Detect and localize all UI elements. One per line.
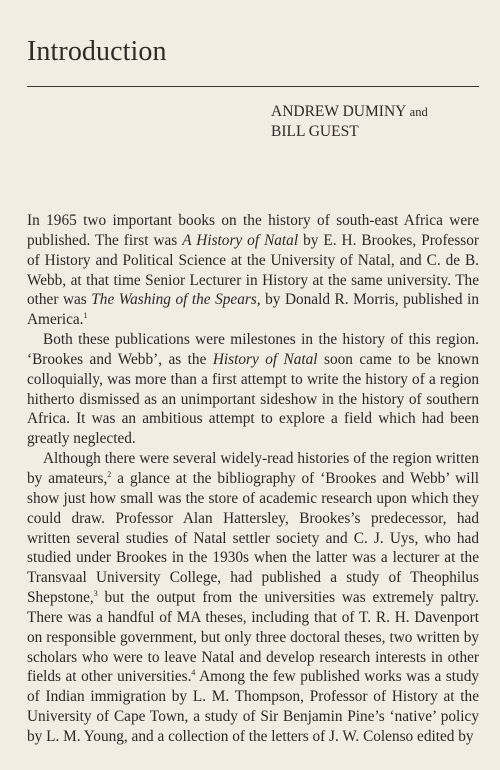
book-title-washing-of-the-spears: The Washing of the Spears (91, 291, 257, 309)
body-text (27, 211, 479, 747)
author-name-2: BILL GUEST (271, 123, 359, 140)
author-name-1: ANDREW DUMINY (271, 103, 406, 120)
paragraph-1-text-c: , by Donald R. Morris, published in America. (27, 291, 479, 329)
paragraph-3-text-a: Although there were several widely-read histories of the region written by amateurs, (27, 450, 479, 487)
paragraph-3-text-d: Among the few published works was a study of Indian immigration by L. M. Thompson, Professor of History at the University of Cape Town, a study of Sir Benjamin Pine’s ‘native’ policy by L. M. Young, and a collection of the letters of J. W. Colenso edited by (27, 668, 479, 745)
book-title-history-of-natal-short: History of Natal (212, 350, 318, 368)
paragraph-3 (27, 449, 479, 747)
footnote-marker-1: 1 (83, 311, 88, 321)
paragraph-3-text-b: a glance at the bibliography of ‘Brookes and Webb’ will show just how small was the store of academic research upon which they could draw. Professor Alan Hattersley, Brookes’s predecessor, had written several studies of Natal settler society and C. J. Uys, who had studied under Brookes in the 1930s when the latter was a lecturer at the Transvaal University College, had published a study of Theophilus Shepstone, (27, 469, 479, 607)
footnote-marker-2: 2 (107, 469, 112, 479)
author-byline (271, 102, 428, 142)
paragraph-3-text-c: but the output from the universities was extremely paltry. There was a handful of MA theses, including that of T. R. H. Davenport on responsible government, but only three doctoral theses, two written by scholars who were to leave Natal and develop research interests in other fields at other universities. (27, 589, 479, 686)
paragraph-1-text-a: In 1965 two important books on the history of south-east Africa were published. The first was (27, 212, 479, 249)
footnote-marker-4: 4 (191, 668, 196, 678)
author-conjunction: and (409, 105, 428, 119)
chapter-title: Introduction (27, 36, 167, 67)
paragraph-1-text-b: by E. H. Brookes, Professor of History and Political Science at the University of Natal, and C. de B. Webb, at that time Senior Lecturer in History at the same university. The other was (27, 231, 479, 309)
paragraph-2 (27, 330, 479, 449)
paragraph-2-text-b: soon came to be known colloquially, was more than a first attempt to write the history of a region hitherto dismissed as an unimportant sideshow in the history of southern Africa. It was an ambitious attempt to explore a field which had been greatly neglected. (27, 350, 480, 448)
author-line-1 (271, 102, 428, 122)
title-rule (27, 86, 479, 87)
footnote-marker-3: 3 (93, 588, 98, 598)
book-title-history-of-natal: A History of Natal (182, 231, 299, 249)
paragraph-2-text-a: Both these publications were milestones in the history of this region. ‘Brookes and Webb’, as the (27, 331, 479, 368)
paragraph-1 (27, 211, 479, 330)
